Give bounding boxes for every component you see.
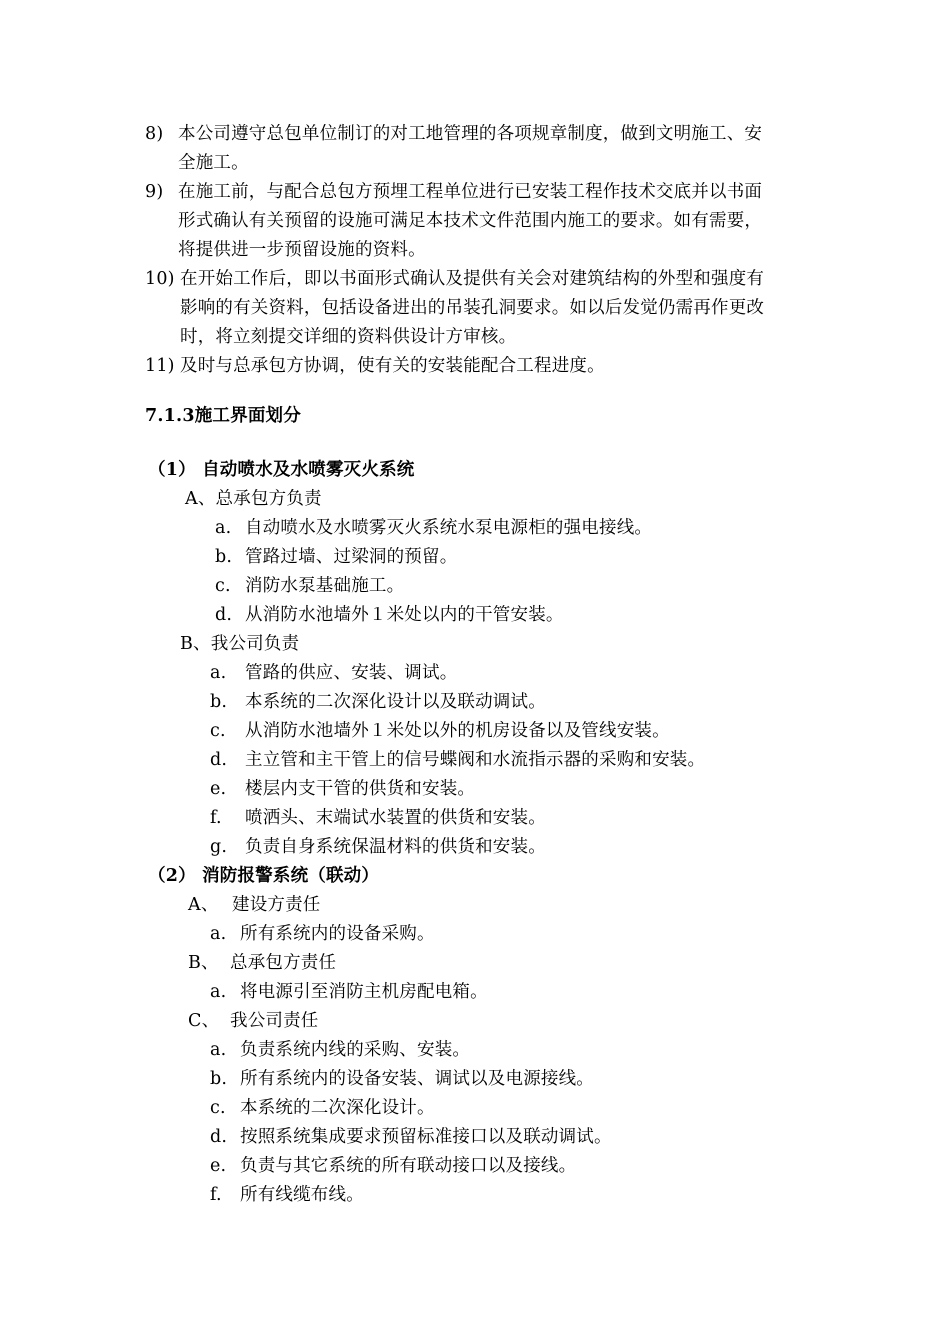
list-letter: a. xyxy=(210,982,227,1002)
list-letter: b. xyxy=(210,692,228,712)
group-label: A、 xyxy=(188,895,219,915)
list-letter: a. xyxy=(210,663,227,683)
item-text-line: 全施工。 xyxy=(178,153,249,173)
list-item: 消防水泵基础施工。 xyxy=(245,576,405,596)
item-number: 11) xyxy=(145,356,175,376)
list-letter: b. xyxy=(210,1069,228,1089)
list-letter: a. xyxy=(210,1040,227,1060)
group-label: C、 xyxy=(188,1011,220,1031)
item-text-line: 时，将立刻提交详细的资料供设计方审核。 xyxy=(180,327,517,347)
item-text-line: 在施工前，与配合总包方预埋工程单位进行已安装工程作技术交底并以书面 xyxy=(178,182,763,202)
list-item: 楼层内支干管的供货和安装。 xyxy=(245,779,476,799)
system-heading: （2） 消防报警系统（联动） xyxy=(148,866,380,886)
list-item: 将电源引至消防主机房配电箱。 xyxy=(240,982,488,1002)
list-item: 喷洒头、末端试水装置的供货和安装。 xyxy=(245,808,546,828)
group-title: 我公司责任 xyxy=(230,1011,319,1031)
list-item: 管路的供应、安装、调试。 xyxy=(245,663,458,683)
item-text-line: 在开始工作后，即以书面形式确认及提供有关会对建筑结构的外型和强度有 xyxy=(180,269,765,289)
list-letter: c. xyxy=(210,1098,226,1118)
list-item: 所有系统内的设备安装、调试以及电源接线。 xyxy=(240,1069,594,1089)
list-letter: a. xyxy=(215,518,232,538)
group-title: 总承包方责任 xyxy=(230,953,337,973)
list-letter: b. xyxy=(215,547,233,567)
system-heading: （1） 自动喷水及水喷雾灭火系统 xyxy=(148,460,415,480)
group-title: 建设方责任 xyxy=(232,895,321,915)
item-number: 9) xyxy=(145,182,164,202)
item-number: 8) xyxy=(145,124,164,144)
list-item: 主立管和主干管上的信号蝶阀和水流指示器的采购和安装。 xyxy=(245,750,706,770)
item-text-line: 影响的有关资料，包括设备进出的吊装孔洞要求。如以后发觉仍需再作更改 xyxy=(180,298,765,318)
list-item: 管路过墙、过梁洞的预留。 xyxy=(245,547,458,567)
item-text-line: 及时与总承包方协调，使有关的安装能配合工程进度。 xyxy=(180,356,605,376)
list-item: 本系统的二次深化设计。 xyxy=(240,1098,435,1118)
list-letter: d. xyxy=(210,1127,228,1147)
list-letter: e. xyxy=(210,779,227,799)
list-item: 所有线缆布线。 xyxy=(240,1185,364,1205)
list-item: 按照系统集成要求预留标准接口以及联动调试。 xyxy=(240,1127,612,1147)
group-title: B、我公司负责 xyxy=(180,634,300,654)
list-item: 负责系统内线的采购、安装。 xyxy=(240,1040,471,1060)
group-label: B、 xyxy=(188,953,219,973)
list-letter: c. xyxy=(215,576,231,596)
list-item: 从消防水池墙外１米处以外的机房设备以及管线安装。 xyxy=(245,721,670,741)
list-item: 从消防水池墙外１米处以内的干管安装。 xyxy=(245,605,564,625)
group-title: A、总承包方负责 xyxy=(185,489,322,509)
item-number: 10) xyxy=(145,269,175,289)
list-letter: c. xyxy=(210,721,226,741)
list-item: 负责与其它系统的所有联动接口以及接线。 xyxy=(240,1156,577,1176)
list-item: 负责自身系统保温材料的供货和安装。 xyxy=(245,837,546,857)
item-text-line: 将提供进一步预留设施的资料。 xyxy=(178,240,426,260)
list-item: 自动喷水及水喷雾灭火系统水泵电源柜的强电接线。 xyxy=(245,518,653,538)
list-letter: f. xyxy=(210,1185,222,1205)
list-letter: d. xyxy=(215,605,233,625)
list-item: 所有系统内的设备采购。 xyxy=(240,924,435,944)
list-item: 本系统的二次深化设计以及联动调试。 xyxy=(245,692,546,712)
list-letter: e. xyxy=(210,1156,227,1176)
item-text-line: 本公司遵守总包单位制订的对工地管理的各项规章制度，做到文明施工、安 xyxy=(178,124,763,144)
list-letter: g. xyxy=(210,837,228,857)
list-letter: f. xyxy=(210,808,222,828)
list-letter: a. xyxy=(210,924,227,944)
section-title: 7.1.3施工界面划分 xyxy=(145,406,301,426)
item-text-line: 形式确认有关预留的设施可满足本技术文件范围内施工的要求。如有需要， xyxy=(178,211,763,231)
list-letter: d. xyxy=(210,750,228,770)
